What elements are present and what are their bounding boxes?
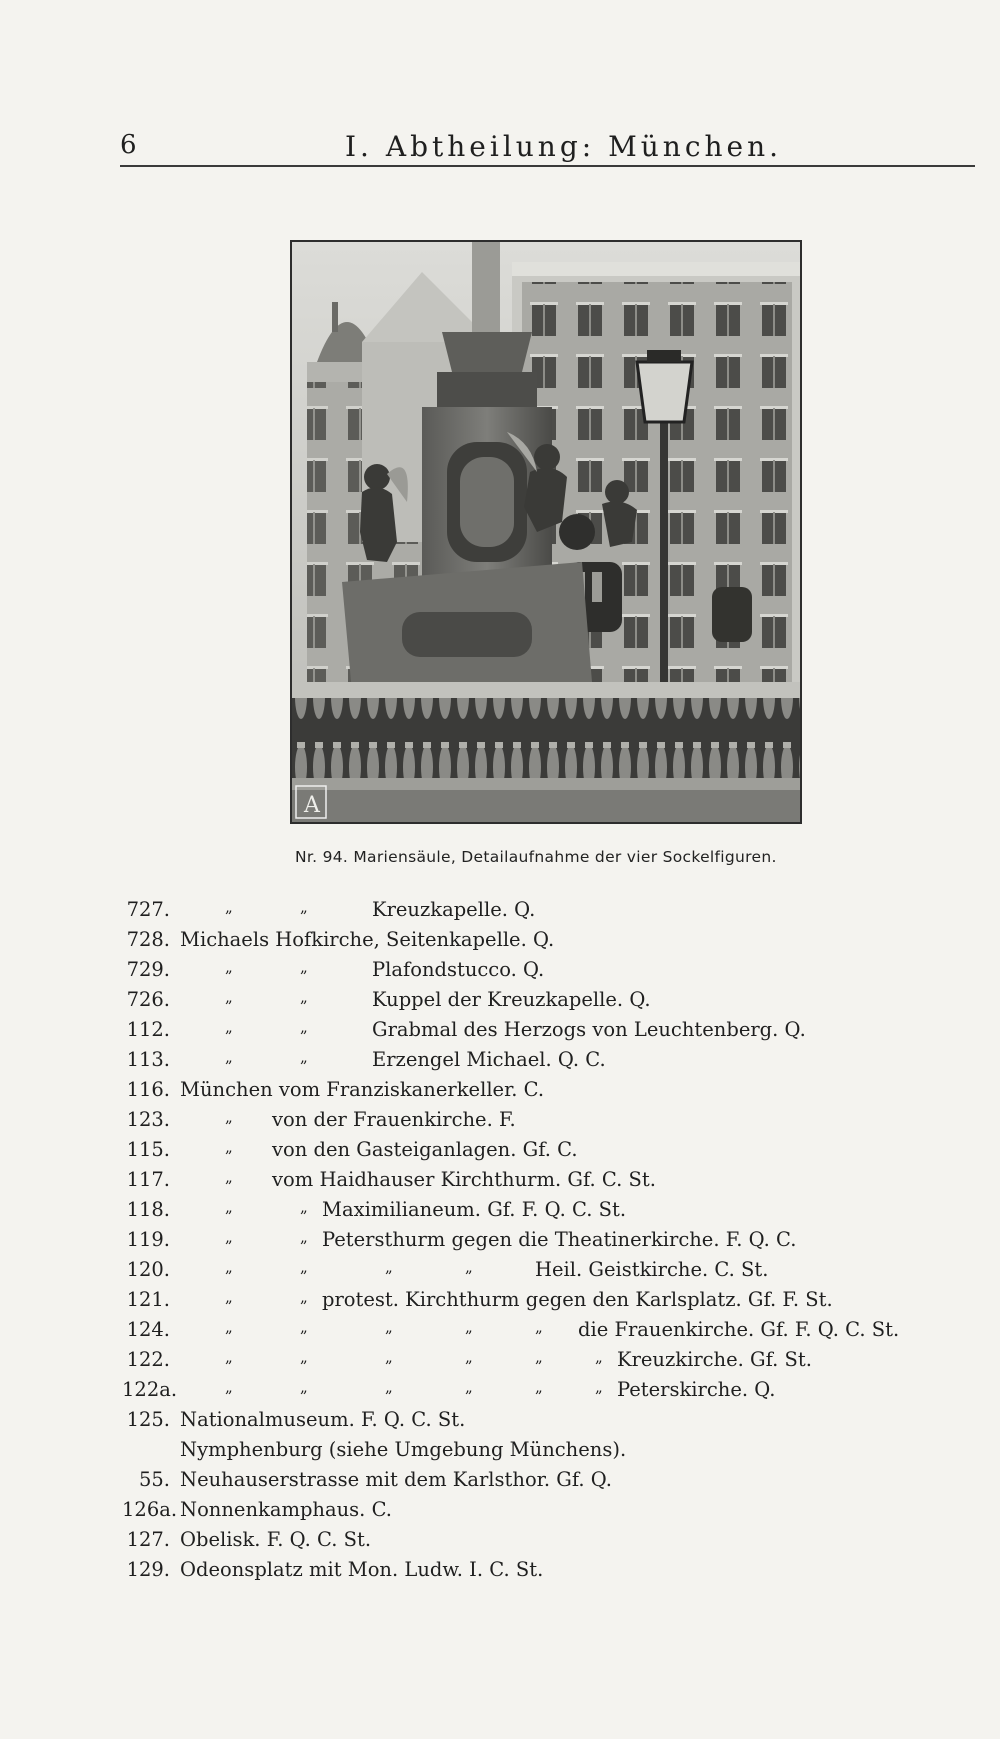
ditto-mark: „ [535, 1318, 543, 1336]
entry-number: 129. [126, 1558, 170, 1581]
entry-text: Grabmal des Herzogs von Leuchtenberg. Q. [372, 1018, 806, 1041]
index-entry [0, 1048, 1000, 1078]
entry-text: vom Haidhauser Kirchthurm. Gf. C. St. [272, 1168, 656, 1191]
entry-text: protest. Kirchthurm gegen den Karlsplatz. Gf. F. St. [322, 1288, 833, 1311]
index-entry [0, 1078, 1000, 1108]
entry-number: 727. [126, 898, 170, 921]
ditto-mark: „ [465, 1258, 473, 1276]
ditto-mark: „ [300, 1378, 308, 1396]
ditto-mark: „ [225, 1288, 233, 1306]
entry-text: Peterskirche. Q. [617, 1378, 776, 1401]
index-entry [0, 1498, 1000, 1528]
index-entry [0, 1558, 1000, 1588]
photographer-monogram: A [304, 793, 320, 818]
ditto-mark: „ [225, 898, 233, 916]
ditto-mark: „ [225, 988, 233, 1006]
ditto-mark: „ [225, 1048, 233, 1066]
ditto-mark: „ [300, 1288, 308, 1306]
ditto-mark: „ [300, 1258, 308, 1276]
ditto-mark: „ [465, 1348, 473, 1366]
ditto-mark: „ [385, 1348, 393, 1366]
ditto-mark: „ [595, 1378, 603, 1396]
entry-number: 124. [126, 1318, 170, 1341]
index-entry [0, 1318, 1000, 1348]
entry-number: 55. [138, 1468, 170, 1491]
ditto-mark: „ [225, 1348, 233, 1366]
index-entry [0, 1378, 1000, 1408]
photo-illustration [292, 242, 800, 822]
entry-text: Obelisk. F. Q. C. St. [180, 1528, 372, 1551]
page-header [120, 130, 975, 170]
entry-text: Erzengel Michael. Q. C. [372, 1048, 606, 1071]
entry-text: Kreuzkirche. Gf. St. [617, 1348, 812, 1371]
ditto-mark: „ [225, 1018, 233, 1036]
ditto-mark: „ [300, 958, 308, 976]
ditto-mark: „ [385, 1258, 393, 1276]
entry-text: Michaels Hofkirche, Seitenkapelle. Q. [180, 928, 555, 951]
entry-number: 127. [126, 1528, 170, 1551]
entry-number: 119. [126, 1228, 170, 1251]
index-entry [0, 958, 1000, 988]
ditto-mark: „ [225, 1198, 233, 1216]
ditto-mark: „ [300, 1228, 308, 1246]
index-entry [0, 928, 1000, 958]
index-entry [0, 1108, 1000, 1138]
entry-number: 115. [126, 1138, 170, 1161]
entry-text: München vom Franziskanerkeller. C. [180, 1078, 545, 1101]
ditto-mark: „ [385, 1378, 393, 1396]
ditto-mark: „ [300, 1048, 308, 1066]
index-entry [0, 898, 1000, 928]
entry-text: Petersthurm gegen die Theatinerkirche. F. Q. C. [322, 1228, 797, 1251]
entry-text: Nonnenkamphaus. C. [180, 1498, 393, 1521]
index-entry [0, 1138, 1000, 1168]
ditto-mark: „ [300, 1348, 308, 1366]
entry-number: 120. [126, 1258, 170, 1281]
entry-text: Nationalmuseum. F. Q. C. St. [180, 1408, 466, 1431]
ditto-mark: „ [300, 988, 308, 1006]
ditto-mark: „ [225, 1258, 233, 1276]
index-entry [0, 1348, 1000, 1378]
entry-number: 118. [126, 1198, 170, 1221]
ditto-mark: „ [225, 1138, 233, 1156]
index-entry [0, 988, 1000, 1018]
index-entry [0, 1288, 1000, 1318]
entry-number: 123. [126, 1108, 170, 1131]
running-title: I. Abtheilung: München. [345, 130, 783, 163]
ditto-mark: „ [595, 1348, 603, 1366]
entry-number: 126a. [122, 1498, 178, 1521]
entry-number: 726. [126, 988, 170, 1011]
entry-number: 116. [126, 1078, 170, 1101]
ditto-mark: „ [535, 1378, 543, 1396]
entry-text: Odeonsplatz mit Mon. Ludw. I. C. St. [180, 1558, 544, 1581]
entry-number: 122a. [122, 1378, 178, 1401]
entry-text: die Frauenkirche. Gf. F. Q. C. St. [578, 1318, 900, 1341]
entry-number: 728. [126, 928, 170, 951]
header-rule [120, 165, 975, 167]
ditto-mark: „ [300, 898, 308, 916]
index-entry [0, 1228, 1000, 1258]
ditto-mark: „ [535, 1348, 543, 1366]
index-entry [0, 1438, 1000, 1468]
ditto-mark: „ [300, 1318, 308, 1336]
index-entry [0, 1018, 1000, 1048]
ditto-mark: „ [300, 1198, 308, 1216]
index-entry [0, 1258, 1000, 1288]
entry-text: Kreuzkapelle. Q. [372, 898, 536, 921]
index-entry [0, 1408, 1000, 1438]
index-entry [0, 1468, 1000, 1498]
entry-text: Heil. Geistkirche. C. St. [535, 1258, 769, 1281]
entry-text: Plafondstucco. Q. [372, 958, 545, 981]
entry-number: 729. [126, 958, 170, 981]
ditto-mark: „ [300, 1018, 308, 1036]
ditto-mark: „ [225, 1108, 233, 1126]
entry-number: 125. [126, 1408, 170, 1431]
entry-text: Maximilianeum. Gf. F. Q. C. St. [322, 1198, 627, 1221]
entry-text: von den Gasteiganlagen. Gf. C. [272, 1138, 578, 1161]
ditto-mark: „ [385, 1318, 393, 1336]
ditto-mark: „ [225, 1168, 233, 1186]
ditto-mark: „ [465, 1318, 473, 1336]
entry-text: Nymphenburg (siehe Umgebung Münchens). [180, 1438, 627, 1461]
ditto-mark: „ [225, 1318, 233, 1336]
index-entry [0, 1528, 1000, 1558]
ditto-mark: „ [465, 1378, 473, 1396]
index-entry [0, 1168, 1000, 1198]
entry-text: Neuhauserstrasse mit dem Karlsthor. Gf. Q. [180, 1468, 612, 1491]
entry-number: 112. [126, 1018, 170, 1041]
ditto-mark: „ [225, 958, 233, 976]
photo-plate-mariensaeule [290, 240, 802, 824]
ditto-mark: „ [225, 1228, 233, 1246]
entry-number: 122. [126, 1348, 170, 1371]
index-entry [0, 1198, 1000, 1228]
entry-number: 113. [126, 1048, 170, 1071]
figure-caption: Nr. 94. Mariensäule, Detailaufnahme der vier Sockelfiguren. [295, 848, 777, 866]
entry-text: Kuppel der Kreuzkapelle. Q. [372, 988, 651, 1011]
ditto-mark: „ [225, 1378, 233, 1396]
entry-text: von der Frauenkirche. F. [272, 1108, 516, 1131]
entry-number: 117. [126, 1168, 170, 1191]
entry-number: 121. [126, 1288, 170, 1311]
page-number: 6 [120, 130, 138, 160]
